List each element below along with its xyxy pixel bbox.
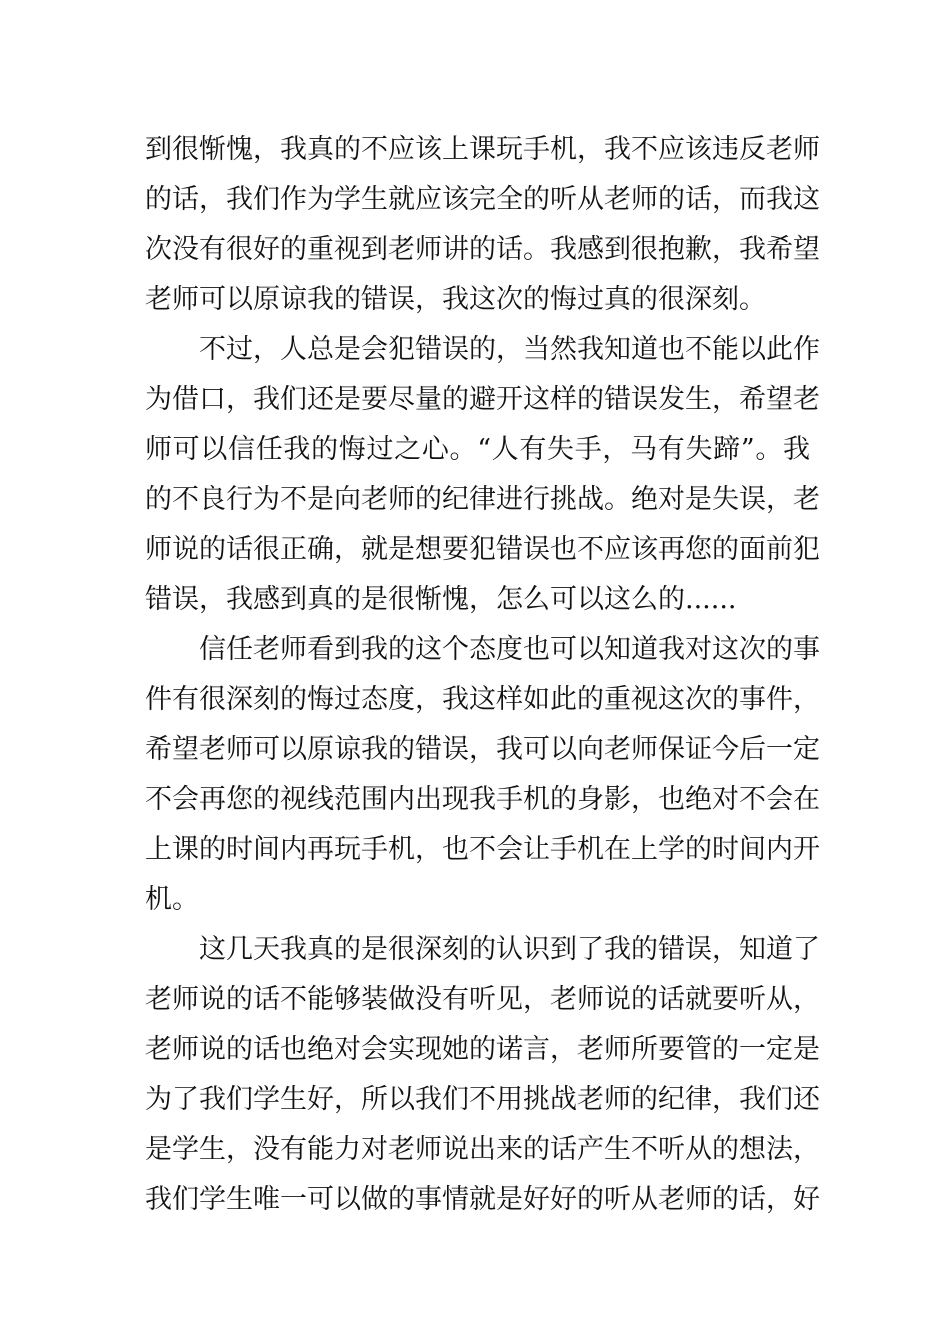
paragraph-4-line-1: 这几天我真的是很深刻的认识到了我的错误，知道了 [199, 934, 820, 965]
paragraph-4-line-6: 我们学生唯一可以做的事情就是好好的听从老师的话，好 [145, 1184, 820, 1215]
paragraph-4-line-5: 是学生，没有能力对老师说出来的话产生不听从的想法， [145, 1134, 820, 1165]
paragraph-2-line-4: 的不良行为不是向老师的纪律进行挑战。绝对是失误，老 [145, 484, 820, 515]
paragraph-3-line-1: 信任老师看到我的这个态度也可以知道我对这次的事 [199, 634, 820, 665]
paragraph-1-line-2: 的话，我们作为学生就应该完全的听从老师的话，而我这 [145, 184, 820, 215]
paragraph-2-line-2: 为借口，我们还是要尽量的避开这样的错误发生，希望老 [145, 384, 820, 415]
paragraph-1-line-3: 次没有很好的重视到老师讲的话。我感到很抱歉，我希望 [145, 234, 820, 265]
paragraph-4-line-3: 老师说的话也绝对会实现她的诺言，老师所要管的一定是 [145, 1034, 820, 1065]
paragraph-2-line-1: 不过，人总是会犯错误的，当然我知道也不能以此作 [199, 334, 820, 365]
paragraph-4-line-2: 老师说的话不能够装做没有听见，老师说的话就要听从， [145, 984, 820, 1015]
paragraph-1-line-4: 老师可以原谅我的错误，我这次的悔过真的很深刻。 [145, 284, 766, 315]
paragraph-2-line-6: 错误，我感到真的是很惭愧，怎么可以这么的...... [145, 584, 737, 615]
paragraph-2-line-5: 师说的话很正确，就是想要犯错误也不应该再您的面前犯 [145, 534, 820, 565]
paragraph-3-line-4: 不会再您的视线范围内出现我手机的身影，也绝对不会在 [145, 784, 820, 815]
paragraph-2-line-3: 师可以信任我的悔过之心。“人有失手，马有失蹄”。我 [145, 434, 810, 465]
paragraph-3-line-6: 机。 [145, 884, 199, 915]
paragraph-4-line-4: 为了我们学生好，所以我们不用挑战老师的纪律，我们还 [145, 1084, 820, 1115]
paragraph-3-line-2: 件有很深刻的悔过态度，我这样如此的重视这次的事件， [145, 684, 820, 715]
paragraph-3-line-5: 上课的时间内再玩手机，也不会让手机在上学的时间内开 [145, 834, 820, 865]
paragraph-1-line-1: 到很惭愧，我真的不应该上课玩手机，我不应该违反老师 [145, 134, 820, 165]
paragraph-3-line-3: 希望老师可以原谅我的错误，我可以向老师保证今后一定 [145, 734, 820, 765]
